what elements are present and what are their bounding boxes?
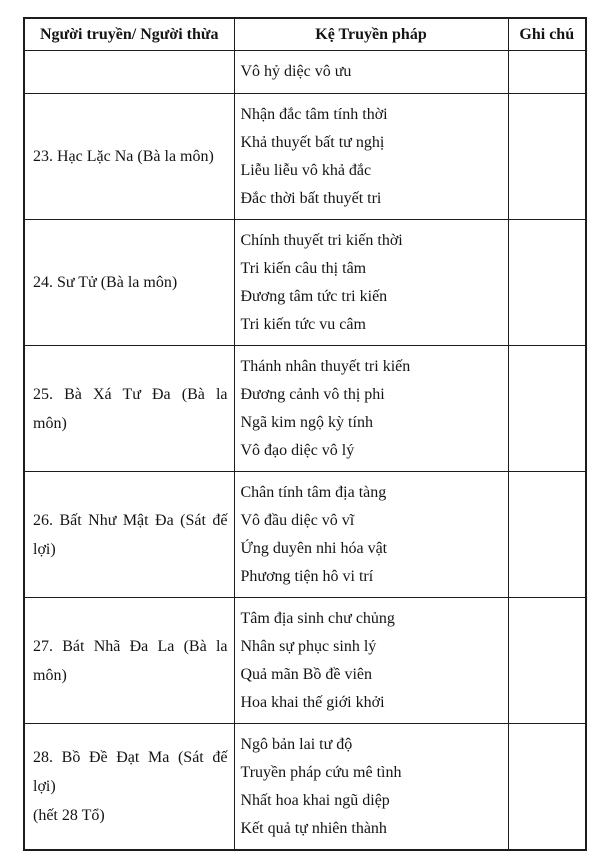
verse-line: Đương tâm tức tri kiến [240, 287, 388, 305]
person-name-line: môn) [33, 414, 67, 432]
verse-line: Truyền pháp cứu mê tình [240, 763, 402, 781]
table-row [24, 598, 586, 724]
table-body [24, 51, 586, 851]
note-cell [508, 598, 586, 724]
person-name-line: 27. Bát Nhã Đa La (Bà la [33, 637, 228, 655]
verse-line: Tri kiến câu thị tâm [240, 259, 367, 277]
person-cell [24, 472, 234, 598]
note-cell [508, 724, 586, 851]
verse-line: Khả thuyết bất tư nghị [240, 133, 385, 151]
verse-line: Nhận đắc tâm tính thời [240, 105, 388, 123]
note-cell [508, 94, 586, 220]
header-note-column: Ghi chú [508, 18, 586, 51]
verse-line: Ngô bản lai tư độ [240, 735, 353, 753]
verse-line: Vô hỷ diệc vô ưu [240, 63, 352, 80]
table-row [24, 346, 586, 472]
verse-line: Đắc thời bất thuyết tri [240, 189, 382, 207]
patriarch-verse-table [23, 17, 587, 851]
verse-line: Chính thuyết tri kiến thời [240, 231, 403, 249]
verse-line: Tâm địa sinh chư chủng [240, 609, 395, 627]
verse-line: Chân tính tâm địa tàng [240, 483, 387, 501]
verse-line: Đương cảnh vô thị phi [240, 385, 385, 403]
table-header [24, 18, 586, 51]
verse-cell [234, 724, 508, 851]
table-row [24, 94, 586, 220]
verse-cell [234, 220, 508, 346]
verse-cell [234, 51, 508, 94]
table-row [24, 724, 586, 851]
verse-line: Thánh nhân thuyết tri kiến [240, 357, 411, 375]
person-cell [24, 51, 234, 94]
person-name-line: môn) [33, 666, 67, 684]
verse-line: Ứng duyên nhi hóa vật [240, 539, 388, 557]
note-cell [508, 220, 586, 346]
verse-line: Quả mãn Bồ đề viên [240, 665, 373, 683]
person-name-line: lợi) [33, 778, 56, 795]
note-cell [508, 472, 586, 598]
person-name-line: lợi) [33, 540, 56, 558]
person-cell [24, 598, 234, 724]
person-name-line: 23. Hạc Lặc Na (Bà la môn) [33, 148, 214, 165]
table-row [24, 220, 586, 346]
verse-line: Vô đạo diệc vô lý [240, 441, 355, 459]
table-row [24, 472, 586, 598]
person-cell [24, 94, 234, 220]
verse-line: Kết quả tự nhiên thành [240, 819, 387, 837]
note-cell [508, 346, 586, 472]
person-cell [24, 220, 234, 346]
person-name-line: 24. Sư Tử (Bà la môn) [33, 274, 178, 291]
verse-line: Vô đầu diệc vô vĩ [240, 511, 355, 529]
verse-cell [234, 94, 508, 220]
person-name-line: (hết 28 Tổ) [33, 807, 105, 824]
verse-cell [234, 598, 508, 724]
header-person-column: Người truyền/ Người thừa [24, 18, 234, 51]
verse-line: Nhất hoa khai ngũ diệp [240, 791, 390, 809]
table-row [24, 51, 586, 94]
verse-line: Tri kiến tức vu câm [240, 315, 366, 333]
verse-cell [234, 472, 508, 598]
note-cell [508, 51, 586, 94]
person-name-line: 26. Bất Như Mật Đa (Sát đế [33, 511, 228, 529]
verse-line: Hoa khai thế giới khởi [240, 693, 385, 711]
verse-line: Phương tiện hô vi trí [240, 567, 374, 585]
person-name-line: 25. Bà Xá Tư Đa (Bà la [33, 385, 228, 403]
verse-line: Ngã kim ngộ kỳ tính [240, 413, 373, 431]
verse-line: Liễu liễu vô khả đắc [240, 161, 372, 179]
verse-line: Nhân sự phục sinh lý [240, 637, 377, 655]
verse-cell [234, 346, 508, 472]
person-cell [24, 724, 234, 851]
person-name-line: 28. Bồ Đề Đạt Ma (Sát đế [33, 749, 228, 766]
header-row [24, 18, 586, 51]
header-verse-column: Kệ Truyền pháp [234, 18, 508, 51]
person-cell [24, 346, 234, 472]
